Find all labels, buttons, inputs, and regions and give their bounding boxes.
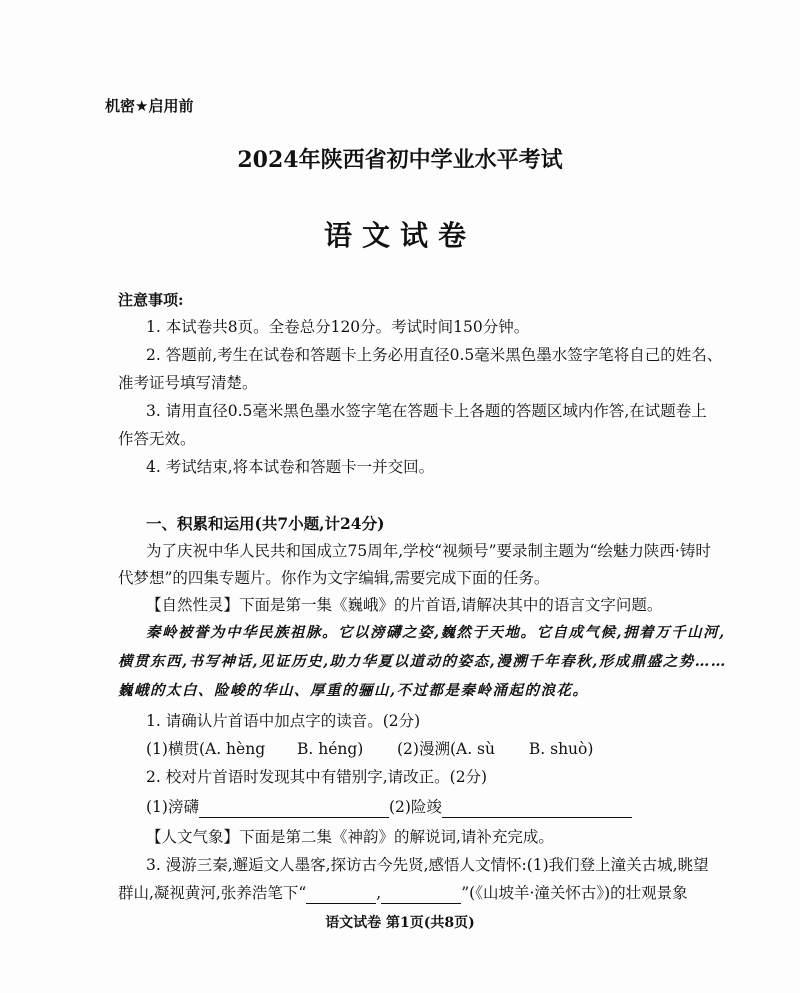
note-item-2-line-2: 准考证号填写清楚。 (118, 374, 258, 392)
question-1-option-a-label: (1)横贯(A. hèng (146, 740, 266, 758)
page-footer: 语文试卷 第1页(共8页) (325, 915, 475, 931)
question-1-option-a-alt: B. héng) (297, 740, 364, 758)
note-item-2-line-1: 2. 答题前,考生在试卷和答题卡上务必用直径0.5毫米黑色墨水签字笔将自己的姓名、 (146, 346, 723, 364)
notes-heading: 注意事项: (118, 291, 184, 309)
exam-subtitle: 语文试卷 (323, 219, 476, 252)
section-1-intro-line-2: 代梦想”的四集专题片。你作为文字编辑,需要完成下面的任务。 (118, 569, 550, 587)
part-2-heading: 【人文气象】下面是第二集《神韵》的解说词,请补充完成。 (146, 828, 554, 846)
question-3-line-1: 3. 漫游三秦,邂逅文人墨客,探访古今先贤,感悟人文情怀:(1)我们登上潼关古城,眺望 (146, 856, 709, 874)
note-item-1: 1. 本试卷共8页。全卷总分120分。考试时间150分钟。 (146, 318, 530, 336)
passage-line-1: 秦岭被誉为中华民族祖脉。它以滂礴之姿,巍然于天地。它自成气候,拥着万千山河, (146, 624, 726, 641)
question-2-item-a: (1)滂礴 (146, 798, 199, 816)
passage-line-3: 巍峨的太白、险峻的华山、厚重的骊山,不过都是秦岭涌起的浪花。 (118, 682, 589, 699)
question-1-option-b (397, 738, 593, 760)
answer-blank[interactable] (381, 887, 461, 904)
answer-blank[interactable] (199, 801, 389, 818)
passage-line-2: 横贯东西,书写神话,见证历史,助力华夏以道动的姿态,漫溯千年春秋,形成鼎盛之势…… (118, 653, 727, 670)
question-1-option-b-alt: B. shuò) (528, 740, 594, 758)
question-3-line-2-comma: , (376, 884, 382, 902)
section-1-heading: 一、积累和运用(共7小题,计24分) (146, 514, 385, 533)
question-2-answers (146, 796, 632, 818)
section-1-intro-line-1: 为了庆祝中华人民共和国成立75周年,学校“视频号”要录制主题为“绘魅力陕西·铸时 (146, 542, 711, 560)
secrecy-label: 机密★启用前 (105, 97, 194, 115)
note-item-3-line-1: 3. 请用直径0.5毫米黑色墨水签字笔在答题卡上各题的答题区域内作答,在试题卷上 (146, 402, 707, 420)
question-1-option-a (146, 738, 363, 760)
answer-blank[interactable] (306, 887, 376, 904)
part-1-heading: 【自然性灵】下面是第一集《巍峨》的片首语,请解决其中的语言文字问题。 (146, 596, 663, 614)
question-3-line-2 (118, 882, 688, 904)
question-2-item-b: (2)险竣 (388, 798, 442, 816)
question-3-line-2-text-c: ”(《山坡羊·潼关怀古》)的壮观景象 (461, 884, 688, 902)
note-item-4: 4. 考试结束,将本试卷和答题卡一并交回。 (146, 458, 435, 476)
exam-title: 2024年陕西省初中学业水平考试 (237, 147, 563, 173)
answer-blank[interactable] (442, 801, 632, 818)
question-1-option-b-label: (2)漫溯(A. sù (397, 740, 495, 758)
question-1: 1. 请确认片首语中加点字的读音。(2分) (146, 712, 421, 730)
note-item-3-line-2: 作答无效。 (118, 430, 196, 448)
question-3-line-2-text-a: 群山,凝视黄河,张养浩笔下“ (118, 884, 307, 902)
question-2: 2. 校对片首语时发现其中有错别字,请改正。(2分) (146, 768, 488, 786)
